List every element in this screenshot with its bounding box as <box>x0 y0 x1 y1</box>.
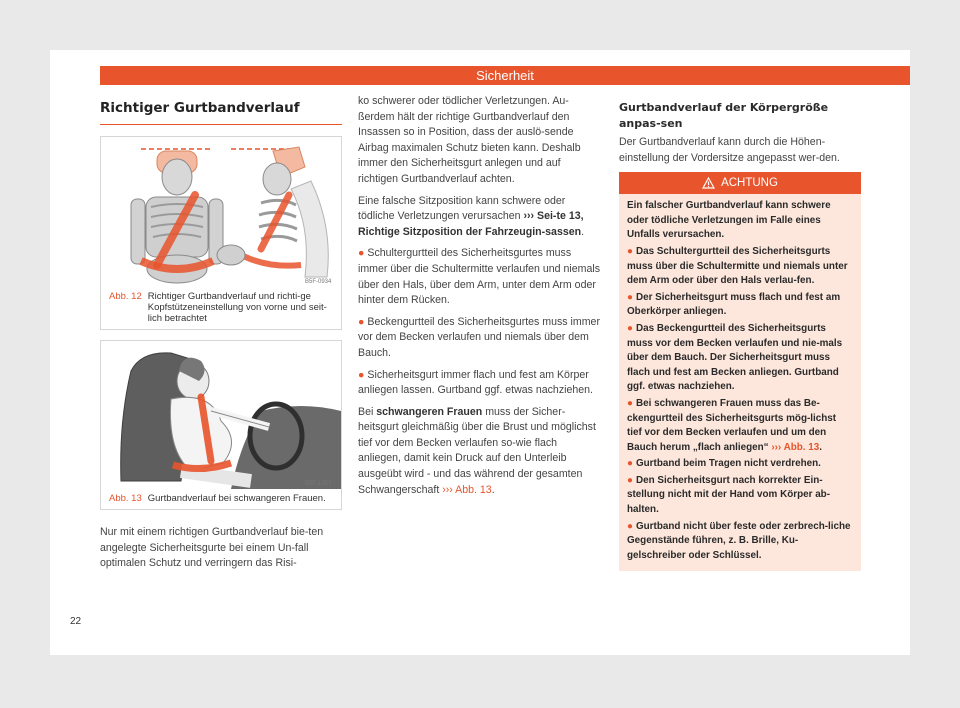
warning-triangle-icon <box>702 177 715 189</box>
subsection-title: Gurtbandverlauf der Körpergröße anpas-sen <box>619 101 829 130</box>
bullet-icon: ● <box>358 315 365 328</box>
bullet-icon: ● <box>627 397 633 409</box>
figure-caption-text: Richtiger Gurtbandverlauf und richti-ge Kopfstützeneinstellung von vorne und seit-lich betrachtet <box>147 291 327 324</box>
figure-reference-link[interactable]: ››› Abb. 13 <box>442 483 492 496</box>
paragraph-pregnant <box>358 405 601 499</box>
bullet-text: Gurtband beim Tragen nicht verdrehen. <box>635 458 821 470</box>
bullet-icon: ● <box>627 291 633 303</box>
figure-abb-13 <box>100 340 342 510</box>
warning-header <box>619 172 861 194</box>
bullet-icon: ● <box>627 322 633 334</box>
paragraph: ko schwerer oder tödlicher Verletzungen. Au-ßerdem hält der richtige Gurtbandverlauf den Insassen so in Position, dass der auslö-sende Airbag maximalen Schutz bieten kann. Deshalb immer den Sicherheitsgurt anlegen und auf richtigen Gurtbandverlauf achten. <box>358 95 581 185</box>
figure-abb-12 <box>100 136 342 330</box>
bullet-text: Das Beckengurtteil des Sicherheitsgurts muss vor dem Becken verlaufen und nie-mals über dem Bauch. Der Sicherheitsgurt muss flach und fest am Becken anliegen. Gurtband ggf. etwas nachziehen. <box>627 322 843 393</box>
section-title: Richtiger Gurtbandverlauf <box>100 100 342 125</box>
warning-bullet <box>627 474 853 518</box>
paragraph: Der Gurtbandverlauf kann durch die Höhen-einstellung der Vordersitze angepasst wer-den. <box>619 136 840 164</box>
warning-bullet <box>627 245 853 289</box>
bullet-icon: ● <box>358 368 365 381</box>
warning-bullet <box>627 520 853 564</box>
bullet-text: Der Sicherheitsgurt muss flach und fest am Oberkörper anliegen. <box>627 291 841 318</box>
bullet-icon: ● <box>627 520 633 532</box>
section-header: Sicherheit <box>100 66 910 85</box>
page-number: 22 <box>70 616 82 627</box>
seatbelt-skeleton-illustration <box>101 137 341 287</box>
manual-page <box>50 50 910 655</box>
figure-caption <box>101 287 341 329</box>
warning-title: ACHTUNG <box>721 177 778 190</box>
page-reference-link[interactable]: ››› Sei-te 13, Richtige Sitzposition der Fahrzeugin-sassen <box>358 210 584 238</box>
bullet-text: Schultergurtteil des Sicherheitsgurtes muss immer über die Schultermitte verlaufen und niemals über den Hals, über dem Arm, unter dem Arm oder hinter dem Rücken. <box>358 247 601 307</box>
bullet-icon: ● <box>627 245 633 257</box>
warning-bullet <box>627 291 853 320</box>
bullet-text: Beckengurtteil des Sicherheitsgurtes muss immer vor dem Becken verlaufen und niemals über dem Bauch. <box>358 315 600 359</box>
bullet-icon: ● <box>627 474 633 486</box>
bullet-item <box>358 315 601 362</box>
warning-intro: Ein falscher Gurtbandverlauf kann schwere oder tödliche Verletzungen im Falle eines Unfalls verursachen. <box>627 200 831 241</box>
paragraph-text: muss der Sicher-heitsgurt gleichmäßig über die Brust und möglichst tief vor dem Becken verlaufen so-wie flach anliegen, damit kein Druck auf den Unterleib ausgeübt wird - und das während der gesamten Schwangerschaft <box>358 405 596 496</box>
figure-reference-link[interactable]: ››› Abb. 13 <box>771 441 820 453</box>
bullet-item <box>358 368 601 399</box>
bullet-text: Sicherheitsgurt immer flach und fest am Körper anliegen lassen. Gurtband ggf. etwas nachziehen. <box>358 368 593 397</box>
column-left <box>100 94 342 578</box>
paragraph-text: Bei <box>358 405 374 418</box>
figure-caption-text: Gurtbandverlauf bei schwangeren Frauen. <box>147 493 326 504</box>
warning-bullet <box>627 457 853 472</box>
bullet-text: Den Sicherheitsgurt nach korrekter Ein-stellung nicht mit der Hand vom Körper ab-halten. <box>627 474 831 516</box>
warning-bullet <box>627 397 853 455</box>
pregnant-driver-illustration <box>101 341 341 489</box>
figure-label: Abb. 13 <box>109 493 142 504</box>
emphasis-text: schwangeren Frauen <box>376 405 483 418</box>
column-middle <box>358 94 601 504</box>
paragraph-end: . <box>491 483 495 496</box>
figure-code: B5F-1057 <box>305 481 332 487</box>
bullet-text: Bei schwangeren Frauen muss das Be-ckengurtteil des Sicherheitsgurts mög-lichst tief vor dem Becken verlaufen und um den Bauch herum „flach anliegen“ <box>627 397 837 453</box>
bullet-text: Gurtband nicht über feste oder zerbrech-liche Gegenstände führen, z. B. Brille, Ku-gelschreiber oder Schlüssel. <box>627 520 851 561</box>
warning-bullet <box>627 322 853 395</box>
figure-caption <box>101 489 341 509</box>
paragraph-end: . <box>581 225 585 238</box>
intro-paragraph: Nur mit einem richtigen Gurtbandverlauf bie-ten angelegte Sicherheitsgurte bei einem Un-fall optimalen Schutz und verringern das Risi- <box>100 526 324 570</box>
figure-label: Abb. 12 <box>109 291 142 302</box>
paragraph-text: Eine falsche Sitzposition kann schwere oder tödliche Verletzungen verursachen <box>358 194 566 223</box>
bullet-icon: ● <box>358 247 365 260</box>
figure-code: B5F-0934 <box>305 279 332 285</box>
warning-box <box>619 172 861 571</box>
column-right <box>619 94 861 571</box>
bullet-end: . <box>819 441 822 453</box>
bullet-text: Das Schultergurtteil des Sicherheitsgurts muss über die Schultermitte und niemals unter dem Arm oder über den Hals verlau-fen. <box>627 245 848 287</box>
paragraph-sitzposition <box>358 194 601 241</box>
bullet-item <box>358 246 601 308</box>
bullet-icon: ● <box>627 458 633 470</box>
warning-body <box>619 194 861 571</box>
